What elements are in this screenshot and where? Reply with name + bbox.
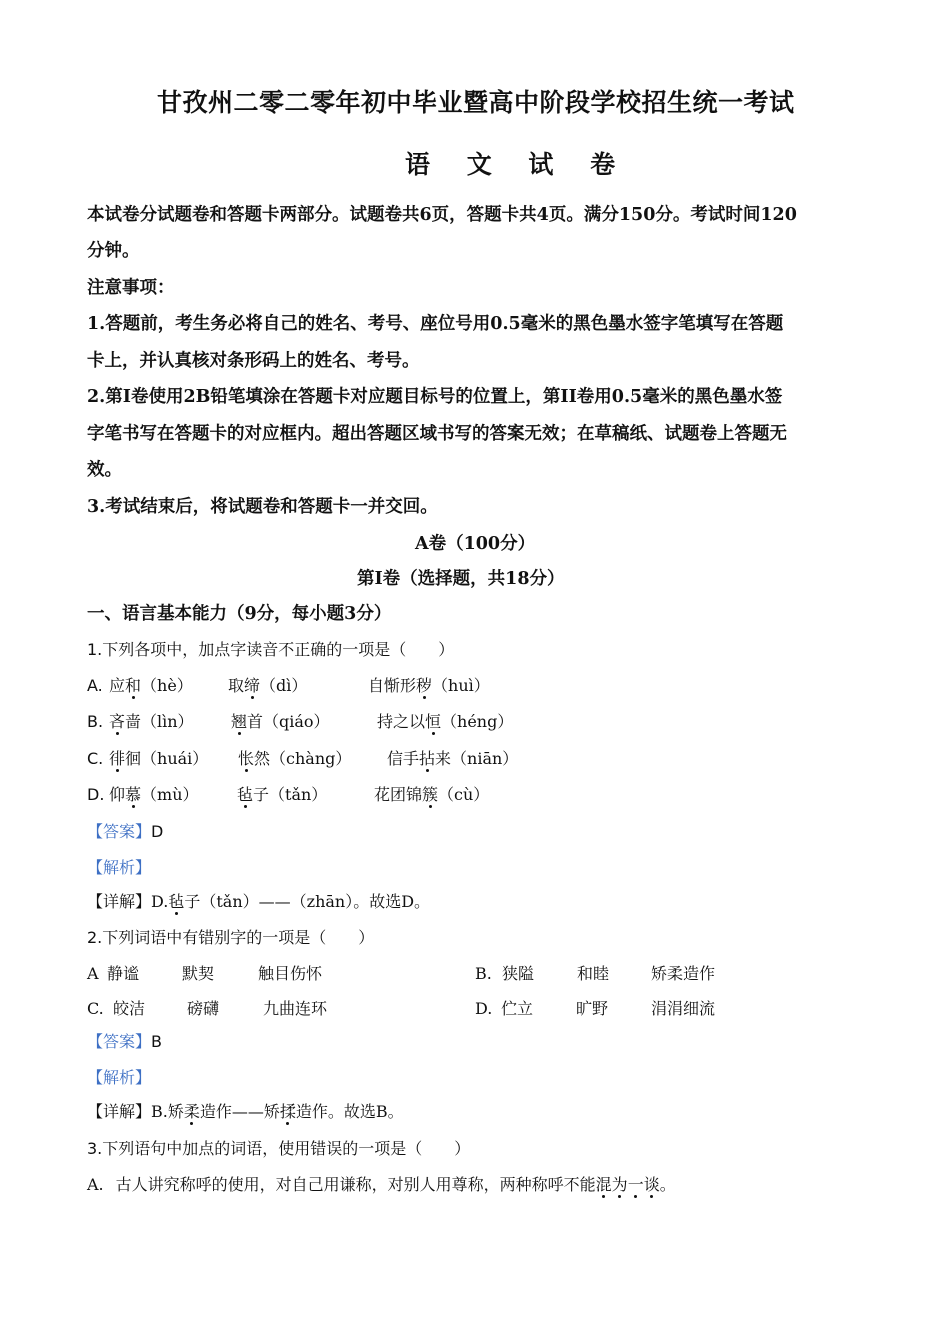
q1-option-a-letter: A.: [87, 676, 103, 695]
q2-option-b-word-3: 矫柔造作: [651, 964, 716, 983]
q2-option-a-word-3: 触目伤怀: [258, 964, 323, 983]
intro-line-2: 分钟。: [87, 241, 140, 261]
q2-detail-label: 【详解】: [87, 1102, 152, 1121]
notice-line-5: 效。: [87, 460, 122, 480]
q2-option-c-word-2: 磅礴: [187, 999, 220, 1018]
q1-option-d-word-2: 毡子（tǎn）: [237, 785, 328, 804]
q1-option-d-letter: D.: [87, 785, 105, 804]
q3-option-a-letter: A.: [87, 1175, 104, 1194]
q2-option-d-letter: D.: [475, 999, 493, 1018]
q2-option-c-word-3: 九曲连环: [263, 999, 328, 1018]
notice-line-6: 3.考试结束后，将试题卷和答题卡一并交回。: [87, 497, 438, 517]
question-2-number: 2.: [87, 928, 103, 947]
q1-option-d: [87, 787, 867, 807]
q2-answer-label: 【答案】: [87, 1032, 152, 1051]
question-3-number: 3.: [87, 1139, 103, 1158]
q1-option-a-word-3: 自惭形秽（huì）: [368, 676, 490, 695]
q2-answer: [87, 1034, 162, 1050]
q1-answer-value: D: [151, 822, 164, 841]
question-3-stem: [87, 1141, 470, 1157]
q2-option-a-word-1: 静谧: [107, 964, 140, 983]
q2-option-b-word-2: 和睦: [577, 964, 610, 983]
q1-option-c-word-2: 怅然（chàng）: [238, 749, 352, 768]
section-1-heading: 一、语言基本能力（9分，每小题3分）: [87, 604, 392, 624]
q1-option-a-word-2: 取缔（dì）: [228, 676, 308, 695]
q3-option-a-text: 古人讲究称呼的使用，对自己用谦称，对别人用尊称，两种称呼不能: [115, 1175, 596, 1194]
q1-option-b-letter: B.: [87, 712, 104, 731]
q2-option-a-letter: A: [87, 964, 99, 983]
question-1-stem: [87, 642, 454, 658]
q1-option-a: [87, 678, 867, 698]
question-2-text: 下列词语中有错别字的一项是（ ）: [102, 928, 375, 947]
q2-options-row-1: [87, 966, 867, 986]
q1-option-b-word-2: 翘首（qiáo）: [231, 712, 330, 731]
q1-option-c-letter: C.: [87, 749, 104, 768]
q1-answer-label: 【答案】: [87, 822, 152, 841]
q1-answer: [87, 824, 163, 840]
q1-option-d-word-3: 花团锦簇（cù）: [374, 785, 490, 804]
exam-subtitle: 语 文 试 卷: [405, 150, 630, 179]
q2-option-c-word-1: 皎洁: [113, 999, 146, 1018]
q2-options-row-2: [87, 1001, 867, 1021]
question-3-text: 下列语句中加点的词语，使用错误的一项是（ ）: [102, 1139, 471, 1158]
q1-option-b-word-1: 吝啬（lìn）: [109, 712, 194, 731]
q1-option-b: [87, 714, 867, 734]
notice-line-2: 卡上，并认真核对条形码上的姓名、考号。: [87, 351, 420, 371]
volume-1-heading: 第Ⅰ卷（选择题，共18分）: [357, 569, 565, 589]
q1-analysis-label: 【解析】: [87, 858, 152, 877]
q2-option-a-word-2: 默契: [182, 964, 215, 983]
question-2-stem: [87, 930, 374, 946]
question-1-number: 1.: [87, 640, 103, 659]
q3-dotted-char-4: 谈: [643, 1175, 660, 1194]
q3-dotted-char-3: 一: [627, 1175, 644, 1194]
notice-line-4: 字笔书写在答题卡的对应框内。超出答题区域书写的答案无效；在草稿纸、试题卷上答题无: [87, 424, 787, 444]
q1-detail: 【详解】D.毡子（tǎn）——（zhān）。故选D。: [87, 892, 431, 911]
q1-option-d-word-1: 仰慕（mù）: [109, 785, 199, 804]
q2-option-d-word-2: 旷野: [576, 999, 609, 1018]
q2-option-b-letter: B.: [475, 964, 492, 983]
q2-answer-value: B: [151, 1032, 162, 1051]
q1-detail-dotted-char: 毡: [168, 892, 185, 911]
part-a-heading: A卷（100分）: [415, 534, 536, 554]
q1-detail-label: 【详解】: [87, 892, 152, 911]
q1-option-b-word-3: 持之以恒（héng）: [377, 712, 514, 731]
q3-dotted-char-2: 为: [611, 1175, 628, 1194]
notice-line-1: 1.答题前，考生务必将自己的姓名、考号、座位号用0.5毫米的黑色墨水签字笔填写在答题: [87, 314, 784, 334]
q1-option-c-word-1: 徘徊（huái）: [109, 749, 209, 768]
q3-dotted-char-1: 混: [595, 1175, 612, 1194]
q1-option-a-word-1: 应和（hè）: [109, 676, 193, 695]
q2-option-d-word-1: 伫立: [501, 999, 534, 1018]
q2-analysis-label: 【解析】: [87, 1068, 152, 1087]
q2-detail-dotted-char-2: 揉: [279, 1102, 296, 1121]
q3-option-a: A. 古人讲究称呼的使用，对自己用谦称，对别人用尊称，两种称呼不能混为一谈。: [87, 1175, 676, 1194]
q2-detail: 【详解】B.矫柔造作——矫揉造作。故选B。: [87, 1102, 404, 1121]
notice-line-3: 2.第Ⅰ卷使用2B铅笔填涂在答题卡对应题目标号的位置上，第II卷用0.5毫米的黑色墨水签: [87, 387, 783, 407]
intro-line-1: 本试卷分试题卷和答题卡两部分。试题卷共6页，答题卡共4页。满分150分。考试时间120: [87, 205, 797, 225]
q1-option-c: [87, 751, 867, 771]
q2-detail-dotted-char-1: 柔: [183, 1102, 200, 1121]
q2-option-b-word-1: 狭隘: [502, 964, 535, 983]
q2-option-c-letter: C.: [87, 999, 104, 1018]
question-1-text: 下列各项中，加点字读音不正确的一项是（ ）: [102, 640, 455, 659]
q1-option-c-word-3: 信手拈来（niān）: [387, 749, 519, 768]
q2-option-d-word-3: 涓涓细流: [651, 999, 716, 1018]
exam-title: 甘孜州二零二零年初中毕业暨高中阶段学校招生统一考试: [157, 88, 795, 117]
notice-heading: 注意事项：: [87, 278, 175, 298]
